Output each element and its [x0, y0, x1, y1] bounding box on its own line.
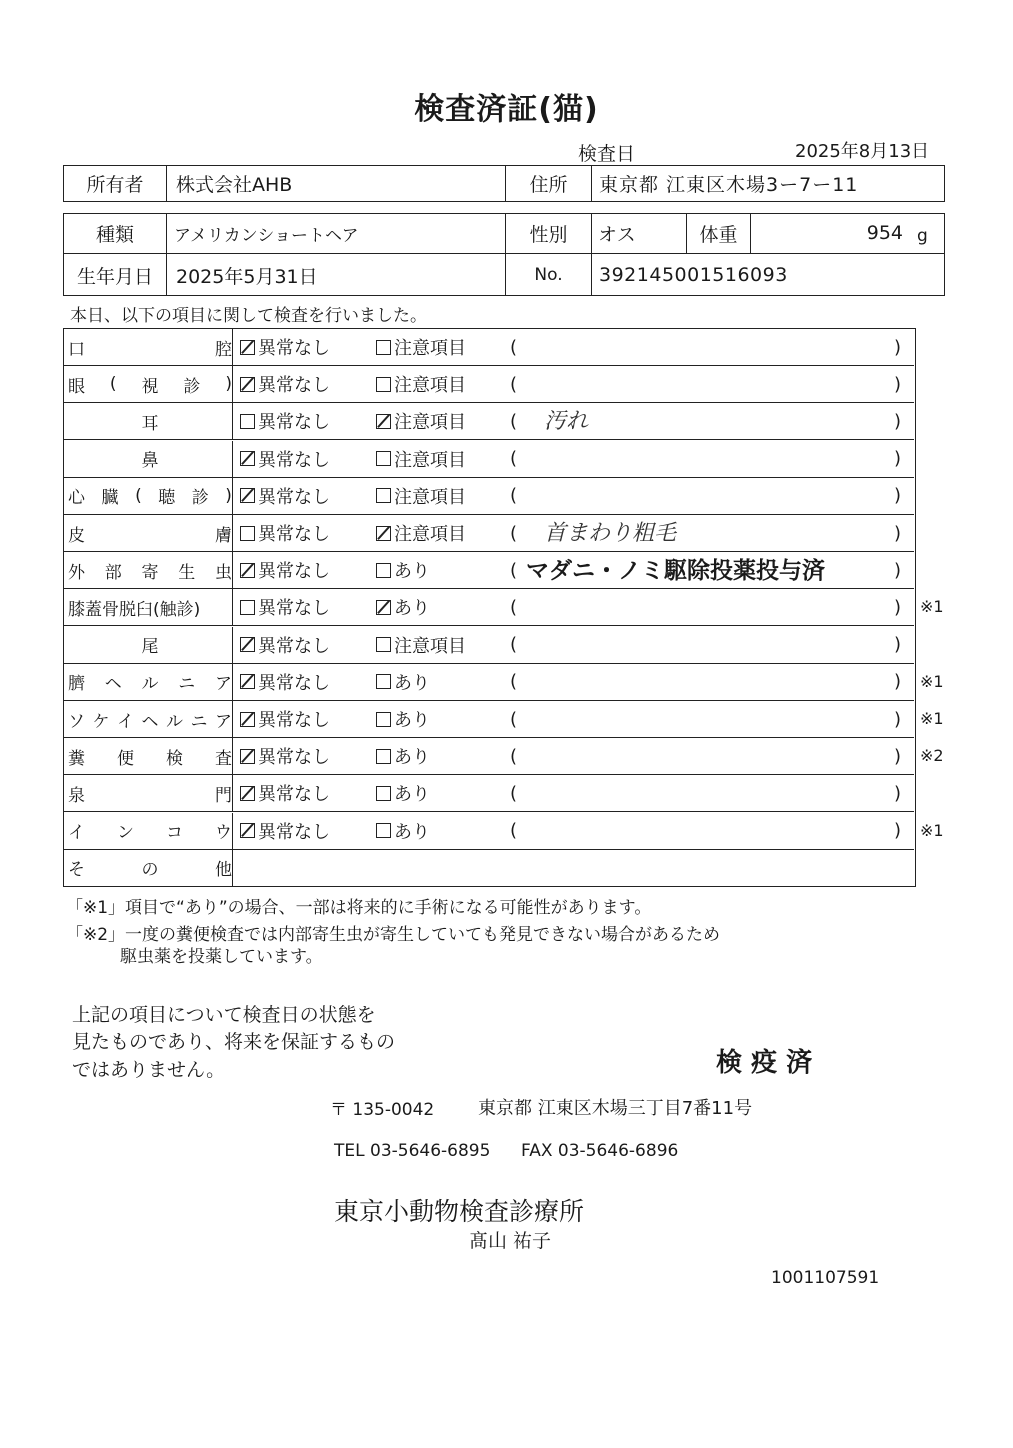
- footnote-marker: ※2: [920, 746, 944, 766]
- label-char: 膚: [215, 525, 232, 546]
- label-char: 生: [178, 562, 196, 583]
- paren-open: (: [510, 522, 518, 544]
- option-normal[interactable]: [240, 366, 330, 402]
- column-divider: [232, 775, 233, 811]
- item-label: 鼻: [141, 451, 159, 472]
- option-normal[interactable]: [240, 329, 330, 365]
- paren-close: ): [894, 410, 902, 432]
- checkbox-icon[interactable]: [376, 600, 391, 615]
- label-char: ル: [141, 674, 159, 695]
- column-divider: [232, 738, 233, 774]
- checkbox-icon[interactable]: [240, 823, 255, 838]
- label-char: 他: [215, 860, 232, 881]
- vet-name: 髙山 祐子: [469, 1230, 552, 1252]
- option-attention-label: あり: [394, 561, 430, 583]
- label-char: (: [109, 374, 117, 395]
- label-char: 外: [68, 562, 85, 583]
- option-normal[interactable]: [240, 738, 330, 774]
- clinic-address: 東京都 江東区木場三丁目7番11号: [478, 1098, 753, 1119]
- option-normal[interactable]: [240, 478, 330, 514]
- label-char: 心: [68, 488, 85, 509]
- table-row: [64, 366, 914, 403]
- footnote-marker: ※1: [920, 597, 944, 617]
- paren-open: (: [510, 596, 518, 618]
- label-char: 泉: [68, 785, 85, 806]
- other-label: [68, 850, 232, 886]
- table-row: [64, 775, 914, 812]
- label-char: ル: [166, 711, 183, 732]
- no-label: No.: [534, 265, 563, 285]
- table-row: [64, 664, 914, 701]
- clinic-tel: TEL 03-5646-6895: [334, 1141, 491, 1161]
- option-attention[interactable]: [376, 552, 430, 588]
- label-char: の: [141, 860, 159, 881]
- option-attention[interactable]: [376, 478, 466, 514]
- disclaimer-line2: 見たものであり、将来を保証するもの: [72, 1031, 396, 1053]
- item-label: [68, 775, 232, 811]
- checkbox-icon[interactable]: [240, 786, 255, 801]
- item-label: [68, 813, 232, 849]
- label-char: イ: [117, 711, 134, 732]
- label-char: ア: [215, 711, 232, 732]
- label-char: ニ: [178, 674, 196, 695]
- label-char: そ: [68, 860, 85, 881]
- checkbox-icon[interactable]: [376, 340, 391, 355]
- checkbox-icon[interactable]: [376, 488, 391, 503]
- checkbox-icon[interactable]: [240, 712, 255, 727]
- option-attention[interactable]: [376, 701, 430, 737]
- label-char: 診: [183, 376, 201, 397]
- footnote-marker: ※1: [920, 671, 944, 691]
- disclaimer-line3: ではありません。: [72, 1059, 226, 1081]
- option-attention[interactable]: [376, 329, 466, 365]
- option-normal[interactable]: [240, 775, 330, 811]
- label-char: 眼: [68, 376, 85, 397]
- paren-close: ): [894, 782, 902, 804]
- footnote-2-line1: 「※2」一度の糞便検査では内部寄生虫が寄生していても発見できない場合があるため: [66, 925, 721, 945]
- paren-open: (: [510, 782, 518, 804]
- label-char: 診: [191, 488, 209, 509]
- label-char: 門: [215, 785, 232, 806]
- exam-date-label: 検査日: [578, 143, 636, 165]
- checkbox-icon[interactable]: [376, 526, 391, 541]
- document-title: 検査済証(猫): [414, 92, 599, 127]
- column-divider: [232, 813, 233, 849]
- column-divider: [232, 627, 233, 663]
- paren-close: ): [894, 522, 902, 544]
- table-row: [64, 738, 914, 775]
- table-row: [64, 478, 914, 515]
- checkbox-icon[interactable]: [240, 526, 255, 541]
- option-normal-label: 異常なし: [258, 821, 330, 843]
- weight-unit: g: [917, 226, 928, 246]
- address-value: 東京都 江東区木場3ー7ー11: [599, 174, 859, 196]
- option-attention-label: あり: [394, 672, 430, 694]
- paren-open: (: [510, 336, 518, 358]
- label-char: 臓: [101, 488, 119, 509]
- checkbox-icon[interactable]: [240, 340, 255, 355]
- checkbox-icon[interactable]: [240, 637, 255, 652]
- label-char: ニ: [190, 711, 208, 732]
- checkbox-icon[interactable]: [376, 786, 391, 801]
- label-char: ヘ: [104, 674, 122, 695]
- breed-label: 種類: [95, 223, 134, 246]
- paren-close: ): [894, 820, 902, 842]
- weight-label: 体重: [699, 223, 738, 246]
- paren-open: (: [510, 373, 518, 395]
- paren-open: (: [510, 820, 518, 842]
- label-char: 査: [215, 748, 232, 769]
- weight-value: 954: [866, 222, 903, 244]
- option-attention[interactable]: [376, 515, 466, 551]
- option-normal[interactable]: [240, 403, 330, 439]
- option-attention-label: あり: [394, 710, 430, 731]
- option-normal-label: 異常なし: [258, 784, 330, 806]
- serial-number: 1001107591: [771, 1268, 880, 1288]
- column-divider: [232, 664, 233, 700]
- checkbox-icon[interactable]: [240, 414, 255, 429]
- option-attention[interactable]: [376, 366, 466, 402]
- remark-text: 首まわり粗毛: [544, 520, 677, 546]
- checkbox-icon[interactable]: [376, 563, 391, 578]
- option-normal-label: 異常なし: [258, 635, 330, 657]
- option-attention-label: あり: [394, 747, 430, 769]
- address-label: 住所: [529, 174, 568, 196]
- label-char: ケ: [92, 711, 110, 732]
- column-divider: [232, 552, 233, 588]
- label-char: 便: [117, 748, 134, 769]
- option-attention[interactable]: [376, 441, 466, 477]
- label-char: 糞: [68, 748, 85, 769]
- paren-close: ): [894, 634, 902, 656]
- column-divider: [232, 366, 233, 402]
- paren-close: ): [894, 596, 902, 618]
- option-normal-label: 異常なし: [258, 524, 330, 545]
- checkbox-icon[interactable]: [240, 749, 255, 764]
- option-normal-label: 異常なし: [258, 710, 330, 731]
- table-row: [64, 552, 914, 589]
- item-label: 耳: [141, 413, 159, 434]
- table-row: [64, 813, 914, 850]
- table-row: [64, 403, 914, 440]
- option-normal-label: 異常なし: [258, 561, 330, 583]
- paren-close: ): [894, 559, 902, 581]
- label-char: ソ: [68, 711, 85, 732]
- paren-close: ): [894, 708, 902, 730]
- option-attention[interactable]: [376, 664, 430, 700]
- option-attention[interactable]: [376, 738, 430, 774]
- column-divider: [232, 478, 233, 514]
- owner-value: 株式会社AHB: [176, 174, 293, 196]
- item-label: [68, 738, 232, 774]
- table-row-other: [64, 850, 914, 887]
- option-attention-label: あり: [394, 784, 430, 806]
- footnote-marker: ※1: [920, 820, 944, 840]
- checkbox-icon[interactable]: [240, 600, 255, 615]
- option-attention[interactable]: [376, 627, 466, 663]
- label-char: ): [225, 485, 232, 506]
- option-attention-label: 注意項目: [394, 338, 466, 359]
- column-divider: [232, 701, 233, 737]
- option-normal-label: 異常なし: [258, 412, 330, 434]
- remark-text: マダニ・ノミ駆除投薬投与済: [526, 557, 825, 584]
- checkbox-icon[interactable]: [376, 377, 391, 392]
- owner-label: 所有者: [86, 174, 144, 196]
- option-attention[interactable]: [376, 403, 466, 439]
- checkbox-icon[interactable]: [376, 823, 391, 838]
- checkbox-icon[interactable]: [376, 414, 391, 429]
- item-label: [68, 515, 232, 551]
- table-row: [64, 441, 914, 478]
- option-attention-label: あり: [394, 598, 430, 620]
- label-char: ア: [215, 674, 232, 695]
- option-normal-label: 異常なし: [258, 449, 330, 471]
- table-row: [64, 329, 914, 366]
- footnote-1: 「※1」項目で“あり”の場合、一部は将来的に手術になる可能性があります。: [66, 898, 652, 918]
- option-attention-label: 注意項目: [394, 524, 466, 545]
- label-char: ン: [117, 823, 134, 844]
- paren-open: (: [510, 410, 518, 432]
- table-row: [64, 515, 914, 552]
- column-divider: [232, 850, 233, 886]
- label-char: 部: [104, 562, 122, 583]
- paren-open: (: [510, 485, 518, 507]
- checkbox-icon[interactable]: [376, 749, 391, 764]
- option-normal[interactable]: [240, 701, 330, 737]
- option-normal-label: 異常なし: [258, 338, 330, 359]
- checkbox-icon[interactable]: [240, 451, 255, 466]
- breed-value: アメリカンショートヘア: [174, 225, 359, 246]
- label-char: 聴: [158, 488, 176, 509]
- item-label: [68, 664, 232, 700]
- checkbox-icon[interactable]: [240, 488, 255, 503]
- inspection-table: [63, 328, 916, 887]
- column-divider: [232, 329, 233, 365]
- label-char: コ: [166, 823, 183, 844]
- checkbox-icon[interactable]: [240, 674, 255, 689]
- label-char: 検: [166, 748, 183, 769]
- option-normal[interactable]: [240, 441, 330, 477]
- label-char: ウ: [215, 823, 232, 844]
- paren-open: (: [510, 448, 518, 470]
- option-normal[interactable]: [240, 627, 330, 663]
- paren-close: ): [894, 336, 902, 358]
- checkbox-icon[interactable]: [376, 451, 391, 466]
- column-divider: [232, 589, 233, 625]
- birth-value: 2025年5月31日: [176, 265, 318, 288]
- footnote-2-line2: 駆虫薬を投薬しています。: [120, 947, 323, 967]
- checkbox-icon[interactable]: [240, 377, 255, 392]
- label-char: ): [225, 374, 232, 395]
- option-attention-label: 注意項目: [394, 412, 466, 434]
- intro-text: 本日、以下の項目に関して検査を行いました。: [70, 306, 427, 326]
- label-char: 皮: [68, 525, 85, 546]
- column-divider: [232, 515, 233, 551]
- paren-open: (: [510, 634, 518, 656]
- label-char: 寄: [141, 562, 159, 583]
- option-attention-label: 注意項目: [394, 486, 466, 508]
- option-attention-label: あり: [394, 821, 430, 843]
- item-label: 膝蓋骨脱臼(触診): [68, 599, 201, 620]
- option-normal-label: 異常なし: [258, 375, 330, 397]
- postal-code: 〒 135-0042: [330, 1100, 435, 1120]
- clinic-name: 東京小動物検査診療所: [334, 1197, 585, 1226]
- label-char: 腔: [215, 339, 232, 360]
- sex-value: オス: [598, 223, 636, 246]
- paren-open: (: [510, 708, 518, 730]
- option-normal[interactable]: [240, 552, 330, 588]
- sex-label: 性別: [529, 223, 568, 246]
- option-attention[interactable]: [376, 775, 430, 811]
- paren-close: ): [894, 671, 902, 693]
- option-normal[interactable]: [240, 515, 330, 551]
- item-label: [68, 478, 232, 514]
- option-attention-label: 注意項目: [394, 635, 466, 657]
- paren-close: ): [894, 448, 902, 470]
- inspected-stamp: 検 疫 済: [716, 1048, 813, 1078]
- item-label: [68, 701, 232, 737]
- label-char: イ: [68, 823, 85, 844]
- item-label: [68, 366, 232, 402]
- paren-open: (: [510, 745, 518, 767]
- option-attention[interactable]: [376, 813, 430, 849]
- paren-open: (: [510, 671, 518, 693]
- label-char: ヘ: [141, 711, 159, 732]
- checkbox-icon[interactable]: [240, 563, 255, 578]
- remark-text: 汚れ: [544, 408, 589, 434]
- checkbox-icon[interactable]: [376, 674, 391, 689]
- footnote-marker: ※1: [920, 709, 944, 728]
- item-label: [68, 329, 232, 365]
- table-row: [64, 701, 914, 738]
- table-row: [64, 589, 914, 626]
- birth-label: 生年月日: [76, 265, 153, 288]
- checkbox-icon[interactable]: [376, 712, 391, 727]
- label-char: 臍: [68, 674, 85, 695]
- option-attention-label: 注意項目: [394, 449, 466, 471]
- option-normal[interactable]: [240, 589, 330, 625]
- no-value: 392145001516093: [599, 264, 788, 286]
- option-normal-label: 異常なし: [258, 672, 330, 694]
- option-normal-label: 異常なし: [258, 486, 330, 508]
- label-char: 虫: [215, 562, 232, 583]
- exam-date: 2025年8月13日: [795, 141, 930, 162]
- label-char: 口: [68, 339, 85, 360]
- table-row: [64, 627, 914, 664]
- item-label: [68, 552, 232, 588]
- item-label: 尾: [141, 637, 159, 658]
- label-char: 視: [141, 376, 159, 397]
- label-char: (: [135, 485, 142, 506]
- paren-close: ): [894, 745, 902, 767]
- paren-close: ): [894, 485, 902, 507]
- option-normal-label: 異常なし: [258, 598, 330, 620]
- column-divider: [232, 403, 233, 439]
- paren-close: ): [894, 373, 902, 395]
- paren-open: (: [510, 559, 518, 581]
- disclaimer-line1: 上記の項目について検査日の状態を: [72, 1004, 376, 1026]
- checkbox-icon[interactable]: [376, 637, 391, 652]
- option-attention-label: 注意項目: [394, 375, 466, 397]
- option-normal-label: 異常なし: [258, 747, 330, 769]
- option-normal[interactable]: [240, 664, 330, 700]
- clinic-fax: FAX 03-5646-6896: [521, 1141, 679, 1161]
- option-normal[interactable]: [240, 813, 330, 849]
- option-attention[interactable]: [376, 589, 430, 625]
- column-divider: [232, 441, 233, 477]
